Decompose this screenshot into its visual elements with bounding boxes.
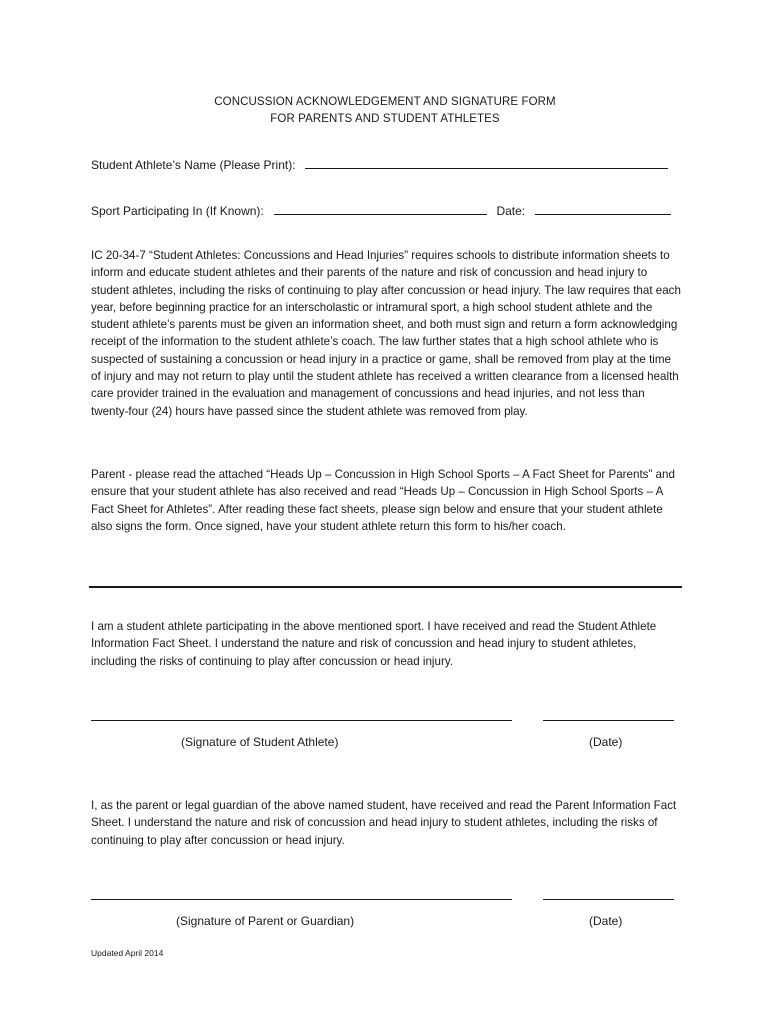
law-paragraph [91, 247, 681, 420]
parent-instructions-text: Parent - please read the attached “Heads Up – Concussion in High School Sports – A Fact Sheet for Parents” and ensure that your student athlete has also received and read “Heads Up – Concussion in High School Sports – A Fact Sheet for Athletes”. After reading these fact sheets, please sign below and ensure that your student athlete also signs the form. Once signed, have your student athlete return this form to his/her coach. [91, 468, 675, 533]
parent-statement-paragraph [91, 797, 681, 849]
date-label: Date: [496, 204, 526, 218]
athlete-date-line[interactable] [543, 719, 674, 721]
parent-date-caption: (Date) [589, 914, 623, 928]
date-field[interactable] [535, 203, 671, 215]
updated-note: Updated April 2014 [91, 948, 164, 958]
athlete-statement-text: I am a student athlete participating in the above mentioned sport. I have received and read the Student Athlete Information Fact Sheet. I understand the nature and risk of concussion and head injury to student athletes, including the risks of continuing to play after concussion or head injury. [91, 620, 657, 668]
athlete-name-row [91, 157, 668, 172]
sport-row [91, 203, 671, 218]
athlete-name-label: Student Athlete’s Name (Please Print): [91, 158, 296, 172]
parent-date-line[interactable] [543, 898, 674, 900]
athlete-date-caption: (Date) [589, 735, 623, 749]
athlete-statement-paragraph [91, 618, 681, 670]
athlete-name-field[interactable] [305, 157, 668, 169]
parent-signature-line[interactable] [91, 898, 512, 900]
athlete-signature-line[interactable] [91, 719, 512, 721]
sport-label: Sport Participating In (If Known): [91, 204, 264, 218]
parent-instructions-paragraph [91, 466, 681, 535]
parent-statement-text: I, as the parent or legal guardian of the above named student, have received and read the Parent Information Fact Sheet. I understand the nature and risk of concussion and head injury to student athletes, including the risks of continuing to play after concussion or head injury. [91, 799, 677, 847]
section-divider [89, 586, 682, 588]
sport-field[interactable] [274, 203, 487, 215]
athlete-signature-caption: (Signature of Student Athlete) [181, 735, 339, 749]
law-text: IC 20-34-7 “Student Athletes: Concussions and Head Injuries” requires schools to distribute information sheets to inform and educate student athletes and their parents of the nature and risk of concussion and head injury to student athletes, including the risks of continuing to play after concussion or head injury. The law requires that each year, before beginning practice for an interscholastic or intramural sport, a high school student athlete and the student athlete’s parents must be given an information sheet, and both must sign and return a form acknowledging receipt of the information to the student athlete’s coach. The law further states that a high school athlete who is suspected of sustaining a concussion or head injury in a practice or game, shall be removed from play at the time of injury and may not return to play until the student athlete has received a written clearance from a licensed health care provider trained in the evaluation and management of concussions and head injuries, and not less than twenty-four (24) hours have passed since the student athlete was removed from play. [91, 249, 681, 418]
form-title: CONCUSSION ACKNOWLEDGEMENT AND SIGNATURE FORM [214, 96, 556, 108]
form-subtitle: FOR PARENTS AND STUDENT ATHLETES [270, 113, 500, 125]
parent-signature-caption: (Signature of Parent or Guardian) [176, 914, 355, 928]
